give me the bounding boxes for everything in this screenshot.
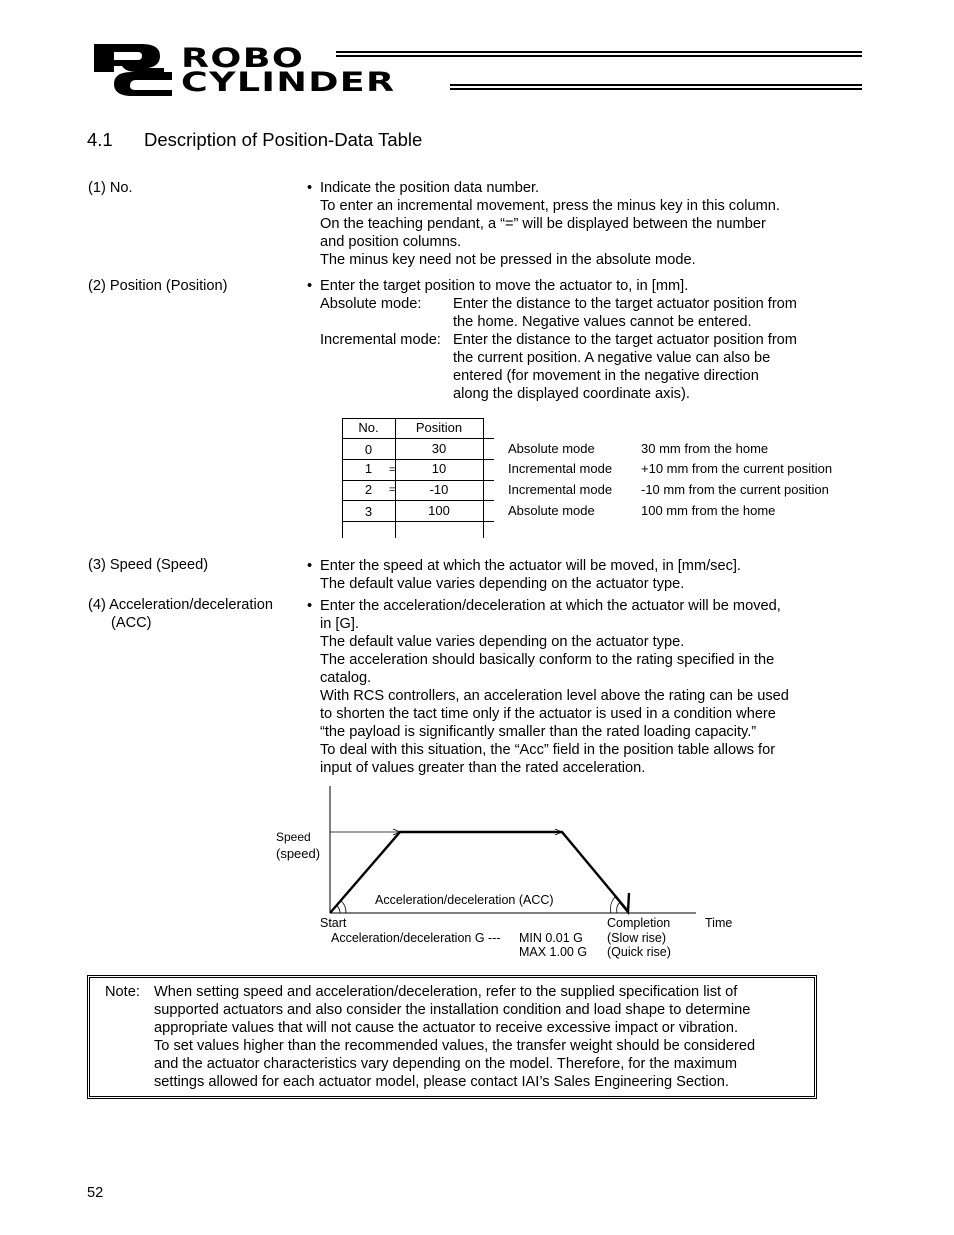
acc-line: to shorten the tact time only if the actuator is used in a condition where (320, 706, 776, 722)
diagram-quick-label: (Quick rise) (607, 945, 671, 959)
diagram-min-label: MIN 0.01 G (519, 931, 583, 945)
item-label-no: (1) No. (88, 180, 133, 196)
table-cell-position: 30 (431, 441, 447, 456)
acc-line: input of values greater than the rated acceleration. (320, 760, 646, 776)
note-label: Note: (105, 984, 140, 1000)
table-row-desc: +10 mm from the current position (641, 461, 833, 476)
table-cell-no: 1 (364, 461, 373, 476)
table-row-desc: -10 mm from the current position (641, 482, 829, 497)
section-number: 4.1 (87, 129, 113, 150)
header-rule-top-2 (336, 55, 862, 57)
diagram-y-label-sub: (speed) (276, 846, 321, 861)
diagram-slow-label: (Slow rise) (607, 931, 667, 945)
acc-line: The acceleration should basically conform to the rating specified in the (320, 652, 775, 668)
note-line: appropriate values that will not cause the actuator to receive excessive impact or vibration. (154, 1020, 739, 1036)
dec-angle-arc (617, 902, 620, 913)
header-rule-top-1 (336, 51, 862, 53)
rc-logo-icon (92, 42, 174, 96)
abs-line: Enter the distance to the target actuator position from (453, 296, 797, 312)
diagram-max-label: MAX 1.00 G (519, 945, 588, 959)
no-line: • Indicate the position data number. (320, 179, 840, 197)
diagram-decel-arrow (616, 893, 629, 912)
item-text-no (320, 179, 840, 269)
table-row-mode: Absolute mode (508, 503, 595, 518)
diagram-completion-label: Completion (607, 916, 671, 930)
note-line: supported actuators and also consider the installation condition and load shape to determine (154, 1002, 751, 1018)
inc-line: Enter the distance to the target actuator position from (453, 332, 797, 348)
inc-mode-text (453, 331, 797, 403)
diagram-start-label: Start (320, 916, 347, 930)
acc-line: catalog. (320, 670, 372, 686)
inc-mode-label: Incremental mode: (320, 332, 441, 348)
table-cell-no: 2 (364, 482, 373, 497)
diagram-acc-g-label: Acceleration/deceleration G --- (331, 931, 501, 945)
item-text-speed (320, 557, 840, 593)
table-row-desc: 100 mm from the home (641, 503, 776, 518)
item-label-speed: (3) Speed (Speed) (88, 557, 209, 573)
table-row-mode: Absolute mode (508, 441, 595, 456)
acc-line: With RCS controllers, an acceleration level above the rating can be used (320, 688, 789, 704)
acc-line: To deal with this situation, the “Acc” field in the position table allows for (320, 742, 776, 758)
position-intro: • Enter the target position to move the actuator to, in [mm]. (320, 277, 688, 295)
header-rule-bottom-1 (450, 84, 862, 86)
table-cell-equals: = (389, 464, 396, 476)
abs-mode-label: Absolute mode: (320, 296, 422, 312)
inc-line: entered (for movement in the negative direction (453, 368, 759, 384)
inc-line: the current position. A negative value can also be (453, 350, 771, 366)
abs-line: the home. Negative values cannot be entered. (453, 314, 752, 330)
table-row-mode: Incremental mode (508, 482, 613, 497)
speed-line: • Enter the speed at which the actuator will be moved, in [mm/sec]. (320, 557, 840, 575)
table-cell-equals: = (389, 484, 396, 496)
item-label-acc: (4) Acceleration/deceleration (88, 597, 273, 613)
note-line: settings allowed for each actuator model, please contact IAI’s Sales Engineering Section. (154, 1074, 729, 1090)
table-header-position: Position (415, 420, 463, 435)
no-line: The minus key need not be pressed in the absolute mode. (320, 252, 696, 268)
acc-line: in [G]. (320, 616, 359, 632)
diagram-acc-label: Acceleration/deceleration (ACC) (375, 893, 554, 907)
section-title: Description of Position-Data Table (144, 129, 423, 150)
item-label-position: (2) Position (Position) (88, 278, 228, 294)
note-line: When setting speed and acceleration/deceleration, refer to the supplied specification list of (154, 984, 738, 1000)
note-text (154, 983, 814, 1091)
no-line: To enter an incremental movement, press the minus key in this column. (320, 198, 780, 214)
diagram-y-label: Speed (276, 830, 311, 844)
item-text-acc (320, 597, 850, 777)
table-row-desc: 30 mm from the home (641, 441, 769, 456)
position-table-grid (342, 418, 496, 538)
diagram-time-label: Time (705, 916, 733, 930)
logo-word-robo: ROBO (181, 43, 305, 74)
table-cell-no: 3 (364, 504, 373, 519)
acc-line: The default value varies depending on the actuator type. (320, 634, 685, 650)
logo-word-cylinder: CYLINDER (181, 67, 396, 98)
speed-line: The default value varies depending on the actuator type. (320, 576, 685, 592)
note-line: and the actuator characteristics vary depending on the model. Therefore, for the maximum (154, 1056, 737, 1072)
acc-line: • Enter the acceleration/deceleration at which the actuator will be moved, (320, 597, 850, 615)
no-line: and position columns. (320, 234, 462, 250)
table-header-no: No. (358, 420, 379, 435)
item-label-acc-sub: (ACC) (111, 615, 152, 631)
inc-line: along the displayed coordinate axis). (453, 386, 690, 402)
table-cell-position: -10 (429, 482, 449, 497)
table-cell-position: 10 (431, 461, 447, 476)
page-number: 52 (87, 1185, 104, 1201)
acc-line: “the payload is significantly smaller than the rated loading capacity.” (320, 724, 757, 740)
table-cell-position: 100 (428, 503, 450, 518)
table-cell-no: 0 (364, 442, 373, 457)
abs-mode-text (453, 295, 797, 331)
no-line: On the teaching pendant, a “=” will be displayed between the number (320, 216, 766, 232)
header-rule-bottom-2 (450, 88, 862, 90)
note-line: To set values higher than the recommended values, the transfer weight should be considered (154, 1038, 756, 1054)
table-row-mode: Incremental mode (508, 461, 613, 476)
